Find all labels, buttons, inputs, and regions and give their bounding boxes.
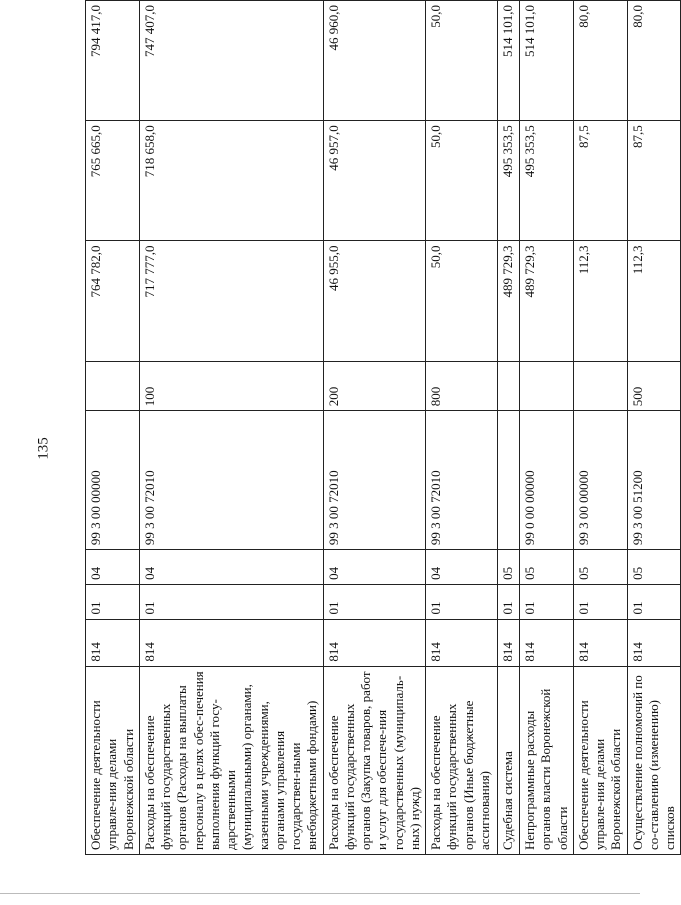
section-code: 01 bbox=[627, 584, 681, 619]
table-row bbox=[323, 1, 426, 855]
row-name: Осуществление полномочий по со-ставлению (изменению) списков bbox=[627, 666, 681, 854]
value-year-3: 80,0 bbox=[573, 1, 627, 121]
value-year-2: 495 353,5 bbox=[498, 121, 520, 241]
value-year-3: 46 960,0 bbox=[323, 1, 426, 121]
table-row bbox=[573, 1, 627, 855]
subsection-code: 05 bbox=[573, 550, 627, 585]
row-name: Обеспечение деятельности управле-ния делами Воронежской области bbox=[86, 666, 140, 854]
target-code bbox=[498, 411, 520, 550]
row-name: Расходы на обеспечение функций государственных органов (Расходы на выплаты персоналу в целях обес-печения выполнения функций госу-дарственными (муниципальными) органами, казенными учреждениями, органами управления государствен-ными внебюджетными фондами) bbox=[139, 666, 323, 854]
subsection-code: 05 bbox=[498, 550, 520, 585]
ministry-code: 814 bbox=[139, 619, 323, 666]
expense-type: 100 bbox=[139, 361, 323, 411]
budget-table-container bbox=[85, 0, 677, 855]
row-name: Обеспечение деятельности управле-ния делами Воронежской области bbox=[573, 666, 627, 854]
value-year-3: 50,0 bbox=[426, 1, 498, 121]
target-code: 99 3 00 00000 bbox=[573, 411, 627, 550]
value-year-1: 112,3 bbox=[573, 241, 627, 361]
budget-table bbox=[85, 0, 681, 855]
table-row bbox=[426, 1, 498, 855]
value-year-2: 765 665,0 bbox=[86, 121, 140, 241]
ministry-code: 814 bbox=[520, 619, 574, 666]
table-row bbox=[498, 1, 520, 855]
subsection-code: 05 bbox=[520, 550, 574, 585]
subsection-code: 04 bbox=[86, 550, 140, 585]
section-code: 01 bbox=[520, 584, 574, 619]
target-code: 99 3 00 51200 bbox=[627, 411, 681, 550]
ministry-code: 814 bbox=[426, 619, 498, 666]
ministry-code: 814 bbox=[498, 619, 520, 666]
section-code: 01 bbox=[323, 584, 426, 619]
subsection-code: 04 bbox=[323, 550, 426, 585]
value-year-3: 514 101,0 bbox=[520, 1, 574, 121]
value-year-1: 764 782,0 bbox=[86, 241, 140, 361]
expense-type: 800 bbox=[426, 361, 498, 411]
ministry-code: 814 bbox=[323, 619, 426, 666]
section-code: 01 bbox=[139, 584, 323, 619]
value-year-1: 489 729,3 bbox=[520, 241, 574, 361]
value-year-1: 489 729,3 bbox=[498, 241, 520, 361]
row-name: Судебная система bbox=[498, 666, 520, 854]
expense-type: 500 bbox=[627, 361, 681, 411]
section-code: 01 bbox=[86, 584, 140, 619]
value-year-3: 80,0 bbox=[627, 1, 681, 121]
value-year-2: 87,5 bbox=[627, 121, 681, 241]
row-name: Расходы на обеспечение функций государственных органов (Иные бюджетные ассигнования) bbox=[426, 666, 498, 854]
value-year-2: 46 957,0 bbox=[323, 121, 426, 241]
target-code: 99 3 00 72010 bbox=[139, 411, 323, 550]
expense-type bbox=[86, 361, 140, 411]
subsection-code: 05 bbox=[627, 550, 681, 585]
ministry-code: 814 bbox=[627, 619, 681, 666]
table-row bbox=[86, 1, 140, 855]
expense-type bbox=[520, 361, 574, 411]
table-row bbox=[520, 1, 574, 855]
ministry-code: 814 bbox=[573, 619, 627, 666]
value-year-1: 717 777,0 bbox=[139, 241, 323, 361]
expense-type bbox=[573, 361, 627, 411]
value-year-1: 46 955,0 bbox=[323, 241, 426, 361]
value-year-2: 50,0 bbox=[426, 121, 498, 241]
ministry-code: 814 bbox=[86, 619, 140, 666]
value-year-2: 87,5 bbox=[573, 121, 627, 241]
value-year-3: 794 417,0 bbox=[86, 1, 140, 121]
page-bottom-rule bbox=[0, 893, 640, 894]
value-year-1: 50,0 bbox=[426, 241, 498, 361]
target-code: 99 3 00 00000 bbox=[86, 411, 140, 550]
value-year-2: 718 658,0 bbox=[139, 121, 323, 241]
subsection-code: 04 bbox=[139, 550, 323, 585]
expense-type: 200 bbox=[323, 361, 426, 411]
target-code: 99 3 00 72010 bbox=[426, 411, 498, 550]
value-year-1: 112,3 bbox=[627, 241, 681, 361]
section-code: 01 bbox=[573, 584, 627, 619]
table-row bbox=[139, 1, 323, 855]
value-year-3: 514 101,0 bbox=[498, 1, 520, 121]
section-code: 01 bbox=[426, 584, 498, 619]
expense-type bbox=[498, 361, 520, 411]
table-row bbox=[627, 1, 681, 855]
value-year-3: 747 407,0 bbox=[139, 1, 323, 121]
page-number: 135 bbox=[35, 437, 52, 460]
value-year-2: 495 353,5 bbox=[520, 121, 574, 241]
row-name: Непрограммные расходы органов власти Воронежской области bbox=[520, 666, 574, 854]
section-code: 01 bbox=[498, 584, 520, 619]
row-name: Расходы на обеспечение функций государственных органов (Закупка товаров, работ и услуг для обеспече-ния государственных (муниципаль-ных) нужд) bbox=[323, 666, 426, 854]
subsection-code: 04 bbox=[426, 550, 498, 585]
target-code: 99 3 00 72010 bbox=[323, 411, 426, 550]
target-code: 99 0 00 00000 bbox=[520, 411, 574, 550]
